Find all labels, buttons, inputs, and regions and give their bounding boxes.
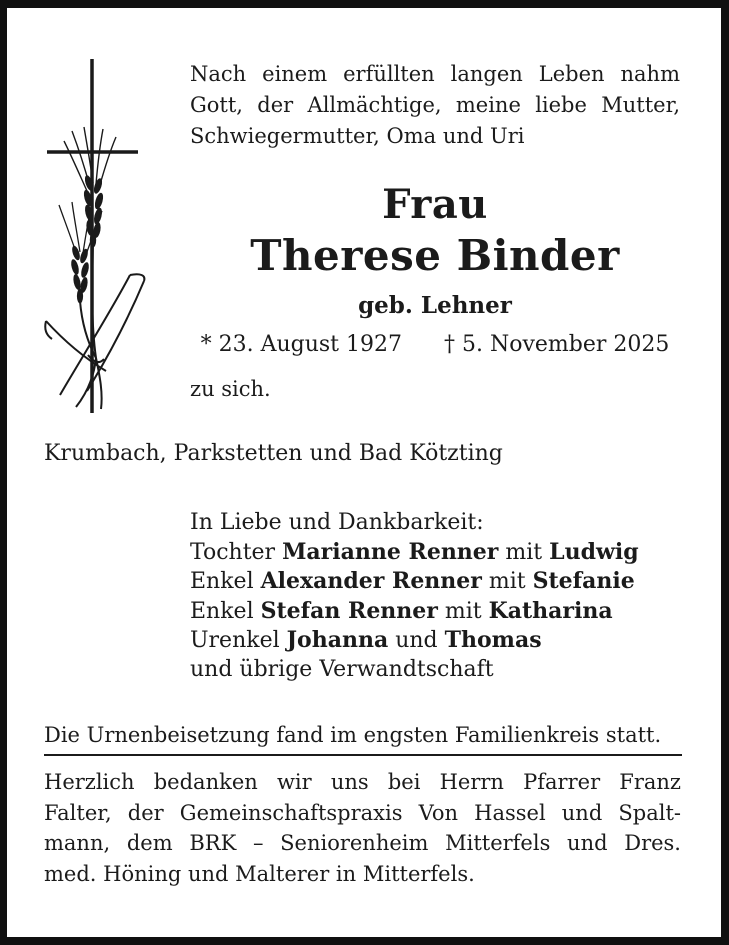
wheat-stems [76,243,102,409]
death-date: † 5. November 2025 [444,332,670,357]
intro-line-1: Nach einem erfüllten langen Leben nahm [190,62,680,86]
thanks-paragraph [44,767,681,889]
family-member-name: Stefan Renner [260,597,438,624]
family-member-name: Alexander Renner [260,568,482,594]
family-conjunction: mit [498,539,550,565]
birth-name: geb. Lehner [358,292,512,319]
family-row [190,538,680,568]
deceased-name: Therese Binder [250,231,620,280]
thanks-line-2: Falter, der Gemeinschaftspraxis Von Hassel und Spalt- [44,800,681,825]
salutation: Frau [382,181,488,228]
family-relation: Enkel [190,569,261,594]
burial-note: Die Urnenbeisetzung fand im engsten Familienkreis statt. [44,723,662,747]
family-intro: In Liebe und Dankbarkeit: [190,510,484,535]
intro-line-2: Gott, der Allmächtige, meine liebe Mutter, [190,93,680,117]
locations-line: Krumbach, Parkstetten und Bad Kötzting [44,441,503,466]
family-relation: Urenkel [190,628,287,653]
family-row [190,567,680,597]
wheat-ear-lower [70,245,91,304]
family-member-name: Ludwig [549,538,639,565]
family-member-name: Johanna [286,627,389,653]
thanks-line-4: med. Höning und Malterer in Mitterfels. [44,861,475,886]
intro-paragraph [190,59,680,152]
family-member-name: Katharina [488,597,613,624]
family-member-name: Marianne Renner [282,538,499,565]
intro-line-3: Schwiegermutter, Oma und Uri [190,124,525,148]
thanks-line-3: mann, dem BRK – Seniorenheim Mitterfels und Dres. [44,831,681,855]
cross-and-wheat-illustration [32,55,192,425]
thanks-line-1: Herzlich bedanken wir uns bei Herrn Pfarrer Franz [44,770,681,794]
family-member-name: Thomas [444,627,542,653]
life-dates [190,330,680,360]
family-conjunction: mit [437,598,489,624]
family-list [190,509,680,684]
family-row [190,626,680,656]
family-relation: Tochter [190,539,283,565]
family-member-name: Stefanie [532,568,635,594]
family-conjunction: mit [481,569,533,594]
closing-phrase: zu sich. [190,377,271,401]
family-relation: Enkel [190,598,261,624]
divider-line [44,754,682,756]
birth-date: * 23. August 1927 [200,332,402,357]
wheat-leaves [45,274,144,395]
family-conjunction: und [388,628,445,653]
family-row [190,597,680,627]
family-outro: und übrige Verwandtschaft [190,656,494,682]
